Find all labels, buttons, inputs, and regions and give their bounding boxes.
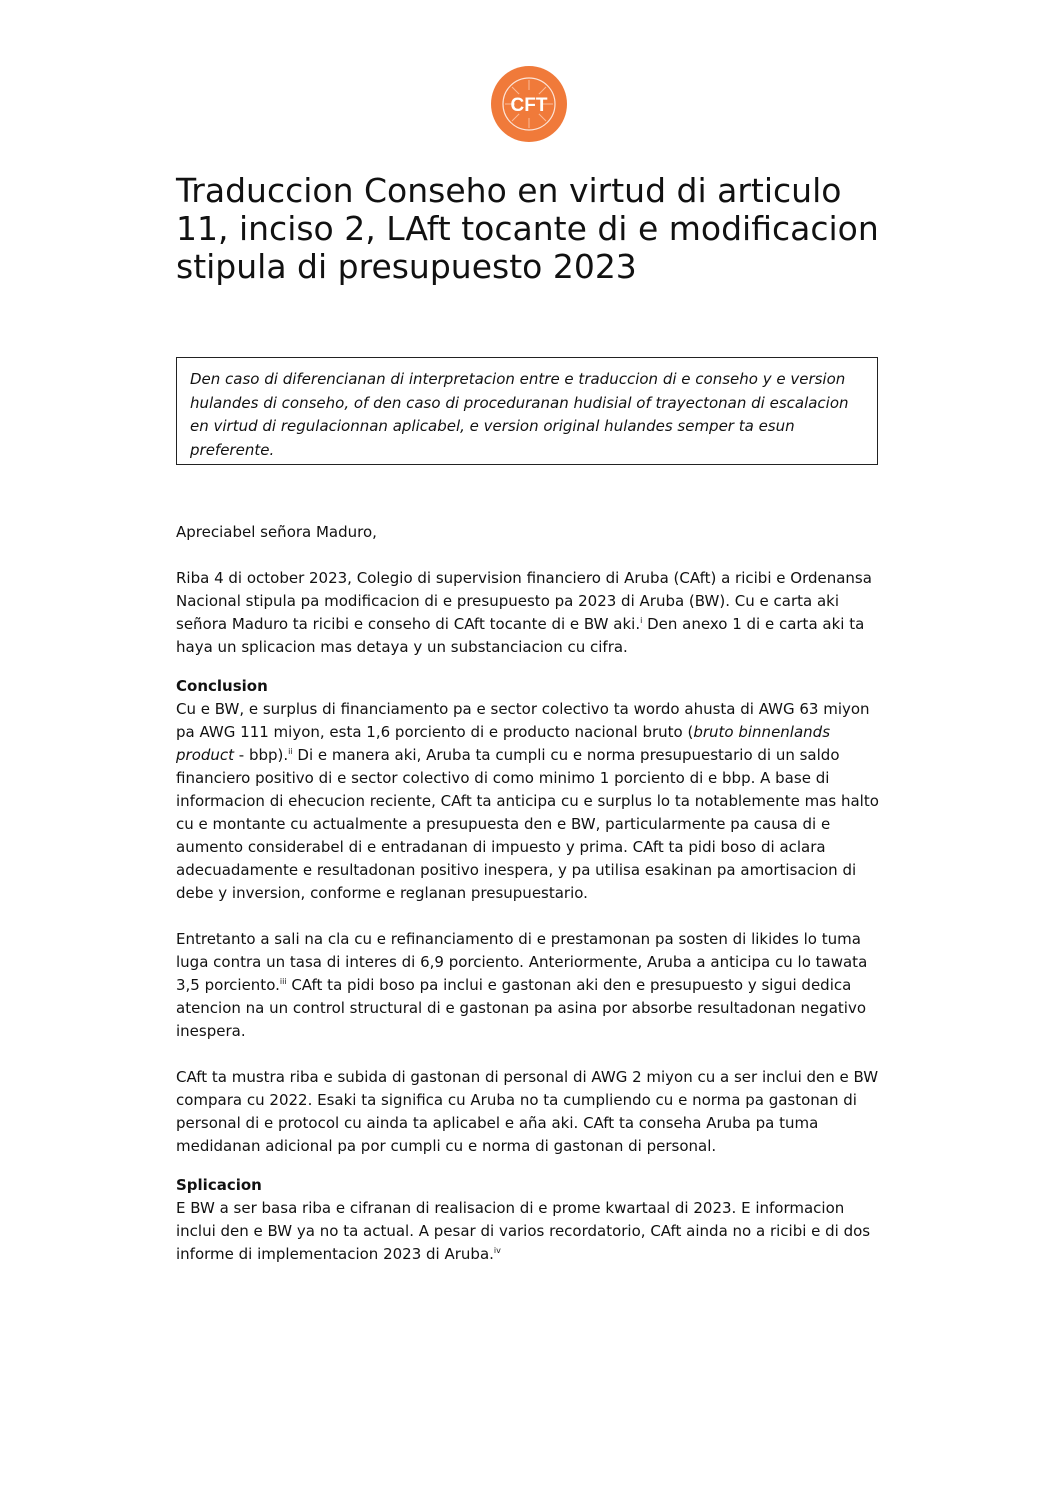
conclusion-heading: Conclusion xyxy=(176,677,268,695)
footnote-ref[interactable]: i xyxy=(640,616,643,625)
translation-disclaimer-box xyxy=(176,357,878,465)
splicacion-paragraph: E BW a ser basa riba e cifranan di realisacion di e prome kwartaal di 2023. E informacion inclui den e BW ya no ta actual. A pesar di varios recordatorio, CAft ainda no a ricibi e di dos informe di implementacion 2023 di Aruba.$^{iv}$ xyxy=(176,1199,871,1263)
intro-paragraph: Riba 4 di october 2023, Colegio di supervision financiero di Aruba (CAft) a ricibi e Ordenansa Nacional stipula pa modificacion di e presupuesto pa 2023 di Aruba (BW). Cu e carta aki señora Maduro ta ricibi e conseho di CAft tocante di e BW aki.$^i$ Den anexo 1 di e carta aki ta haya un splicacion mas detaya y un substanciacion cu cifra. xyxy=(176,569,872,656)
conclusion-paragraph-1: Cu e BW, e surplus di financiamento pa e sector colectivo ta wordo ahusta di AWG 63 miyon pa AWG 111 miyon, esta 1,6 porciento di e producto nacional bruto (bruto binnenlands product - bbp).$^{ii}$ Di e manera aki, Aruba ta cumpli cu e norma presupuestario di un saldo financiero positivo di e sector colectivo di como minimo 1 porciento di e bbp. A base di informacion di ehecucion reciente, CAft ta anticipa cu e surplus lo ta notablemente mas halto cu e montante cu actualmente a presupuesta den e BW, particularmente pa causa di e aumento considerabel di e entradanan di impuesto y prima. CAft ta pidi boso di aclara adecuadamente e resultadonan positivo inespera, y pa utilisa esakinan pa amortisacion di debe y inversion, conforme e reglanan presupuestario. xyxy=(176,700,879,902)
footnote-ref[interactable]: ii xyxy=(288,747,293,756)
conclusion-paragraph-2: Entretanto a sali na cla cu e refinanciamento di e prestamonan pa sosten di likides lo tuma luga contra un tasa di interes di 6,9 porciento. Anteriormente, Aruba a anticipa cu lo tawata 3,5 porciento.$^{iii}$ CAft ta pidi boso pa inclui e gastonan aki den e presupuesto y sigui dedica atencion na un control structural di e gastonan pa asina por absorbe resultadonan negativo inespera. xyxy=(176,930,868,1040)
letter-body xyxy=(176,521,886,1266)
document-title: Traduccion Conseho en virtud di articulo 11, inciso 2, LAft tocante di e modificacion stipula di presupuesto 2023 xyxy=(176,171,879,286)
conclusion-paragraph-3: CAft ta mustra riba e subida di gastonan di personal di AWG 2 miyon cu a ser inclui den e BW compara cu 2022. Esaki ta significa cu Aruba no ta cumpliendo cu e norma pa gastonan di personal di e protocol cu ainda ta aplicabel e aña aki. CAft ta conseha Aruba pa tuma medidanan adicional pa por cumpli cu e norma di gastonan di personal. xyxy=(176,1068,879,1155)
svg-text:CFT: CFT xyxy=(510,95,548,116)
disclaimer-text: Den caso di diferencianan di interpretacion entre e traduccion di e conseho y e version hulandes di conseho, of den caso di proceduranan hudisial of trayectonan di escalacion en virtud di regulacionnan aplicabel, e version original hulandes semper ta esun preferente. xyxy=(190,370,849,459)
footnote-ref[interactable]: iii xyxy=(279,977,287,986)
cft-logo xyxy=(489,64,569,144)
salutation: Apreciabel señora Maduro, xyxy=(176,523,377,541)
footnote-ref[interactable]: iv xyxy=(493,1246,501,1255)
splicacion-heading: Splicacion xyxy=(176,1176,262,1194)
